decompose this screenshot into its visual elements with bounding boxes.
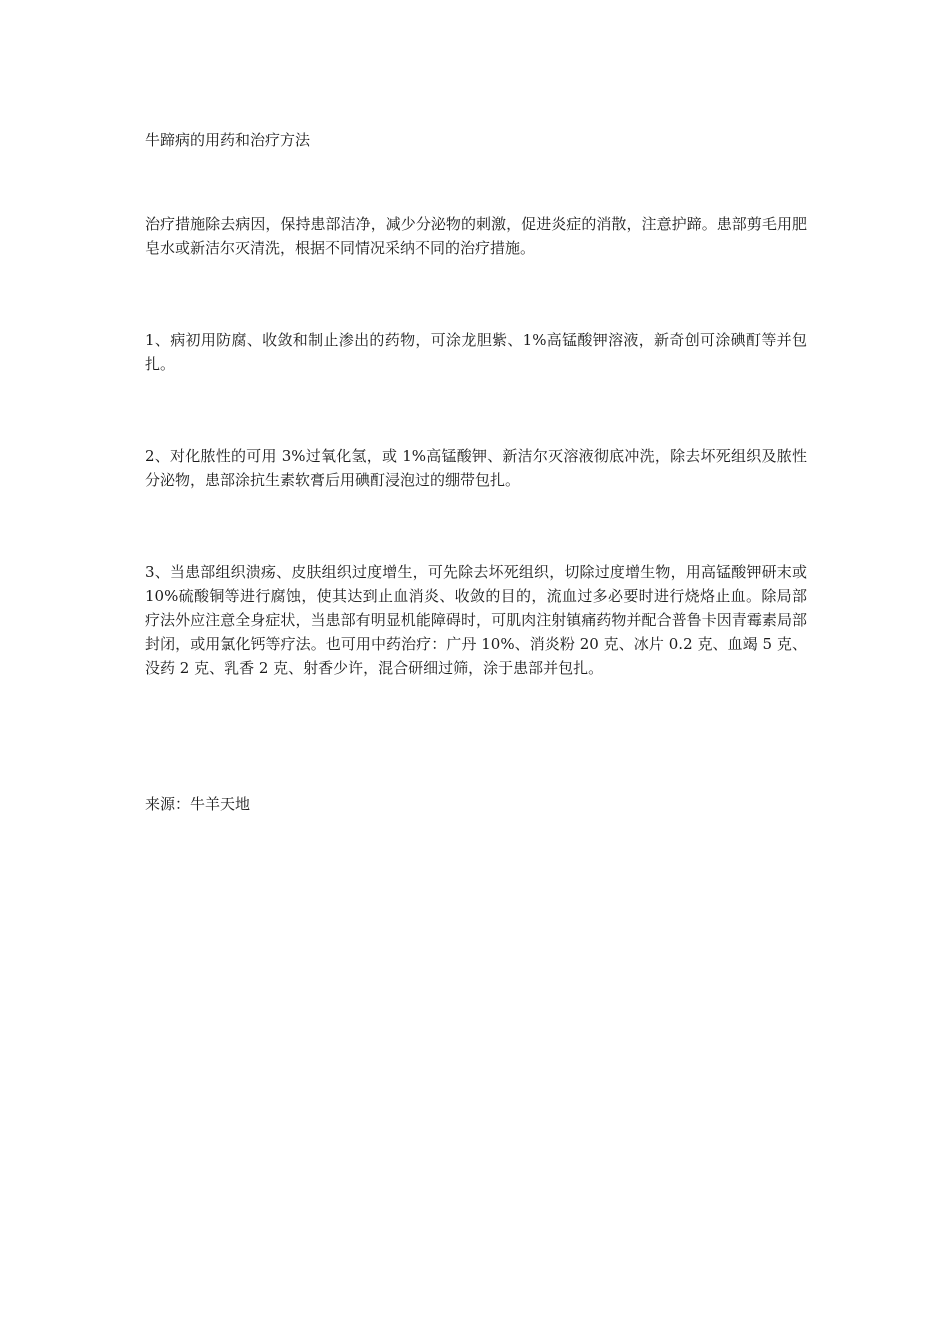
intro-paragraph: 治疗措施除去病因，保持患部洁净，减少分泌物的刺激，促进炎症的消散，注意护蹄。患部剪毛用肥皂水或新洁尔灭清洗，根据不同情况采纳不同的治疗措施。 bbox=[145, 215, 807, 257]
source-line: 来源：牛羊天地 bbox=[145, 795, 251, 813]
treatment-item-2: 2、对化脓性的可用 3%过氧化氢，或 1%高锰酸钾、新洁尔灭溶液彻底冲洗，除去坏死组织及脓性分泌物，患部涂抗生素软膏后用碘酊浸泡过的绷带包扎。 bbox=[145, 447, 807, 489]
treatment-item-3: 3、当患部组织溃疡、皮肤组织过度增生，可先除去坏死组织，切除过度增生物，用高锰酸钾研末或 10%硫酸铜等进行腐蚀，使其达到止血消炎、收敛的目的，流血过多必要时进行烧烙止血。除局部疗法外应注意全身症状，当患部有明显机能障碍时，可肌肉注射镇痛药物并配合普鲁卡因青霉素局部封闭，或用氯化钙等疗法。也可用中药治疗：广丹 10%、消炎粉 20 克、冰片 0.2 克、血竭 5 克、没药 2 克、乳香 2 克、射香少许，混合研细过筛，涂于患部并包扎。 bbox=[145, 563, 807, 677]
treatment-item-1: 1、病初用防腐、收敛和制止渗出的药物，可涂龙胆紫、1%高锰酸钾溶液，新奇创可涂碘酊等并包扎。 bbox=[145, 331, 807, 373]
document-title: 牛蹄病的用药和治疗方法 bbox=[145, 131, 311, 149]
